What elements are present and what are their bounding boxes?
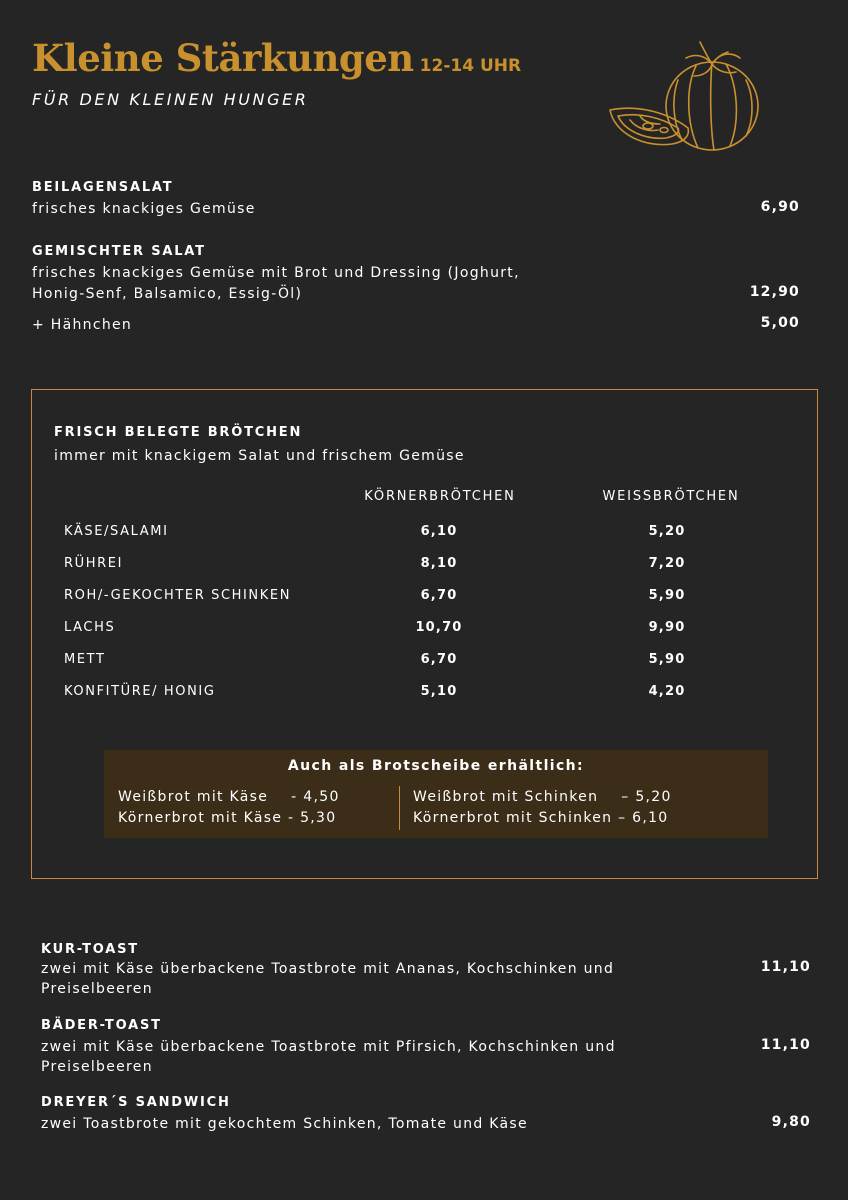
page-subtitle: FÜR DEN KLEINEN HUNGER	[32, 90, 309, 109]
price-cell: 5,20	[648, 524, 686, 539]
page-title: Kleine Stärkungen 12-14 UHR	[32, 36, 522, 80]
price-cell: 6,70	[420, 652, 458, 667]
item-description: frisches knackiges Gemüse mit Brot und Dressing (Joghurt,	[32, 265, 520, 281]
addon-price: 5,00	[760, 315, 800, 331]
note-item: Körnerbrot mit Käse - 5,30	[118, 810, 337, 826]
price-cell: 5,10	[420, 684, 458, 699]
price-cell: 6,70	[420, 588, 458, 603]
note-item: Körnerbrot mit Schinken – 6,10	[413, 810, 669, 826]
price-cell: 10,70	[415, 620, 463, 635]
note-divider	[399, 786, 400, 830]
note-title: Auch als Brotscheibe erhältlich:	[287, 758, 585, 774]
addon-label: + Hähnchen	[32, 317, 133, 333]
price-cell: 9,90	[648, 620, 686, 635]
row-label: KONFITÜRE/ HONIG	[64, 684, 216, 699]
row-label: METT	[64, 652, 106, 667]
tomato-icon	[600, 36, 765, 158]
price-cell: 4,20	[648, 684, 686, 699]
price-cell: 8,10	[420, 556, 458, 571]
row-label: ROH/-GEKOCHTER SCHINKEN	[64, 588, 292, 603]
item-name: BÄDER-TOAST	[41, 1018, 162, 1033]
item-description: Honig-Senf, Balsamico, Essig-Öl)	[32, 286, 303, 302]
item-name: BEILAGENSALAT	[32, 180, 174, 195]
column-header-koernerbroetchen: KÖRNERBRÖTCHEN	[364, 489, 516, 504]
item-name: KUR-TOAST	[41, 942, 139, 957]
note-item: Weißbrot mit Käse - 4,50	[118, 789, 340, 805]
item-description: Preiselbeeren	[41, 981, 153, 997]
item-description: zwei mit Käse überbackene Toastbrote mit Ananas, Kochschinken und	[41, 961, 615, 977]
section-title: FRISCH BELEGTE BRÖTCHEN	[54, 425, 303, 440]
item-name: DREYER´S SANDWICH	[41, 1095, 231, 1110]
column-header-weissbroetchen: WEISSBRÖTCHEN	[602, 489, 740, 504]
item-name: GEMISCHTER SALAT	[32, 244, 206, 259]
item-price: 9,80	[771, 1114, 811, 1130]
item-description: frisches knackiges Gemüse	[32, 201, 256, 217]
item-price: 12,90	[749, 284, 800, 300]
item-description: Preiselbeeren	[41, 1059, 153, 1075]
serving-time: 12-14 UHR	[419, 56, 522, 76]
brotscheibe-note	[104, 750, 768, 838]
item-price: 11,10	[760, 1037, 811, 1053]
note-item: Weißbrot mit Schinken – 5,20	[413, 789, 672, 805]
section-subtitle: immer mit knackigem Salat und frischem Gemüse	[54, 448, 465, 464]
price-cell: 6,10	[420, 524, 458, 539]
item-price: 11,10	[760, 959, 811, 975]
item-description: zwei Toastbrote mit gekochtem Schinken, Tomate und Käse	[41, 1116, 528, 1132]
price-cell: 7,20	[648, 556, 686, 571]
row-label: RÜHREI	[64, 556, 124, 571]
row-label: LACHS	[64, 620, 116, 635]
row-label: KÄSE/SALAMI	[64, 524, 169, 539]
item-price: 6,90	[760, 199, 800, 215]
item-description: zwei mit Käse überbackene Toastbrote mit Pfirsich, Kochschinken und	[41, 1039, 616, 1055]
price-cell: 5,90	[648, 652, 686, 667]
price-cell: 5,90	[648, 588, 686, 603]
